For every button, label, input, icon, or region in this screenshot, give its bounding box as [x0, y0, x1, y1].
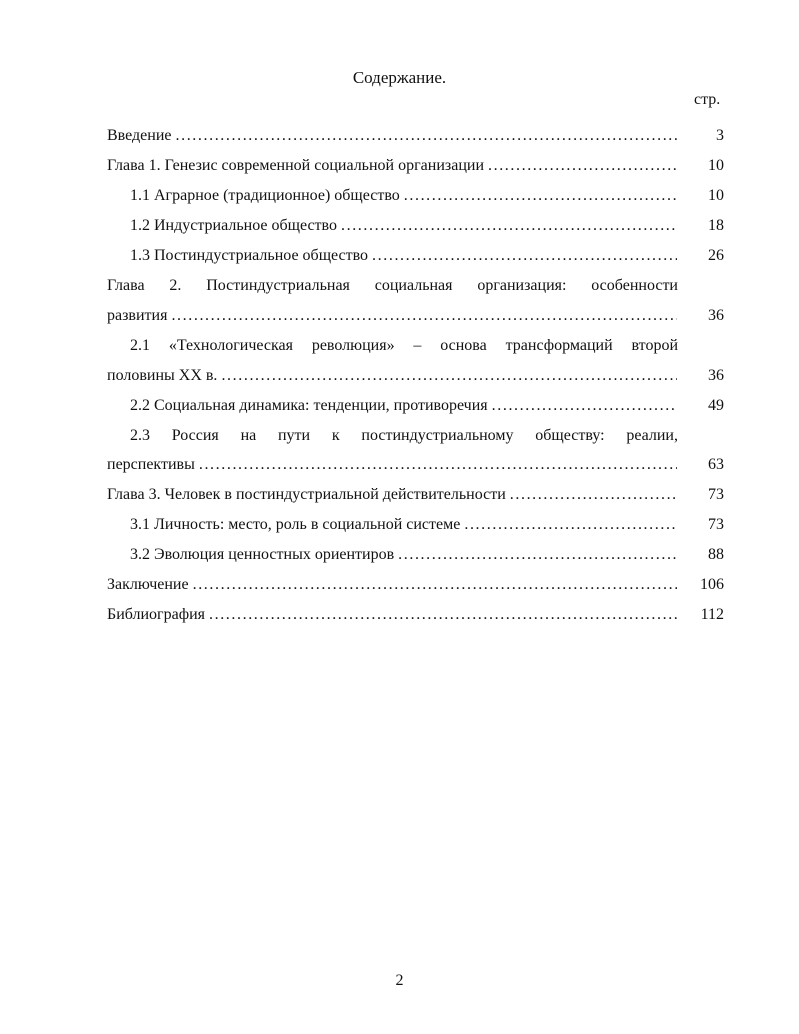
toc-entry [0, 184, 799, 208]
page-column-label: стр. [694, 91, 721, 108]
toc-entry-title-cont: половины XX в. [107, 367, 218, 384]
toc-entry-title: Глава 1. Генезис современной социальной организации [107, 157, 484, 174]
toc-entry [0, 543, 799, 567]
toc-entry-page: 3 [716, 127, 724, 144]
toc-entry [0, 304, 799, 328]
toc-entry [0, 154, 799, 178]
toc-entry-page: 26 [708, 247, 724, 264]
toc-entry-title: 1.3 Постиндустриальное общество [130, 247, 369, 264]
toc-entry [0, 483, 799, 507]
toc-entry-title: Библиография [107, 606, 205, 623]
toc-entry-line1 [0, 334, 799, 358]
toc-entry-page: 73 [708, 516, 724, 533]
toc-entry-page: 112 [700, 606, 724, 623]
toc-entry-page: 106 [700, 576, 724, 593]
toc-entry-page: 18 [708, 217, 724, 234]
page-title: Содержание. [352, 68, 447, 87]
toc-entry [0, 244, 799, 268]
toc-entry-page: 36 [708, 367, 724, 384]
toc-entry [0, 513, 799, 537]
toc-entry-line1 [0, 424, 799, 448]
toc-entry-page: 88 [708, 546, 724, 563]
toc-entry-title: Глава 3. Человек в постиндустриальной действительности [107, 486, 506, 503]
toc-entry [0, 214, 799, 238]
toc-entry [0, 603, 799, 627]
toc-entry-page: 10 [708, 187, 724, 204]
toc-entry-page: 73 [708, 486, 724, 503]
toc-entry-title-cont: перспективы [107, 456, 195, 473]
toc-entry-title: 2.3 Россия на пути к постиндустриальному обществу: реалии, [130, 427, 678, 444]
toc-entry-title: 3.2 Эволюция ценностных ориентиров [130, 546, 395, 563]
toc-entry-title: Глава 2. Постиндустриальная социальная организация: особенности [107, 277, 678, 294]
toc-entry-title-cont: развития [107, 307, 168, 324]
toc-entry-title: 1.2 Индустриальное общество [130, 217, 337, 234]
toc-entry-line1 [0, 274, 799, 298]
toc-entry [0, 573, 799, 597]
toc-entry-page: 49 [708, 397, 724, 414]
toc-entry-page: 10 [708, 157, 724, 174]
toc-entry-title: 1.1 Аграрное (традиционное) общество [130, 187, 400, 204]
toc-entry [0, 394, 799, 418]
toc-entry [0, 124, 799, 148]
toc-entry-page: 36 [708, 307, 724, 324]
toc-entry-title: 3.1 Личность: место, роль в социальной системе [130, 516, 461, 533]
toc-entry [0, 364, 799, 388]
toc-entry-title: Введение [107, 127, 172, 144]
page-number: 2 [395, 972, 404, 989]
toc-entry-title: Заключение [107, 576, 189, 593]
toc-entry-title: 2.1 «Технологическая революция» – основа трансформаций второй [130, 337, 678, 354]
toc-entry [0, 453, 799, 477]
toc-entry-title: 2.2 Социальная динамика: тенденции, противоречия [130, 397, 488, 414]
toc-entry-page: 63 [708, 456, 724, 473]
